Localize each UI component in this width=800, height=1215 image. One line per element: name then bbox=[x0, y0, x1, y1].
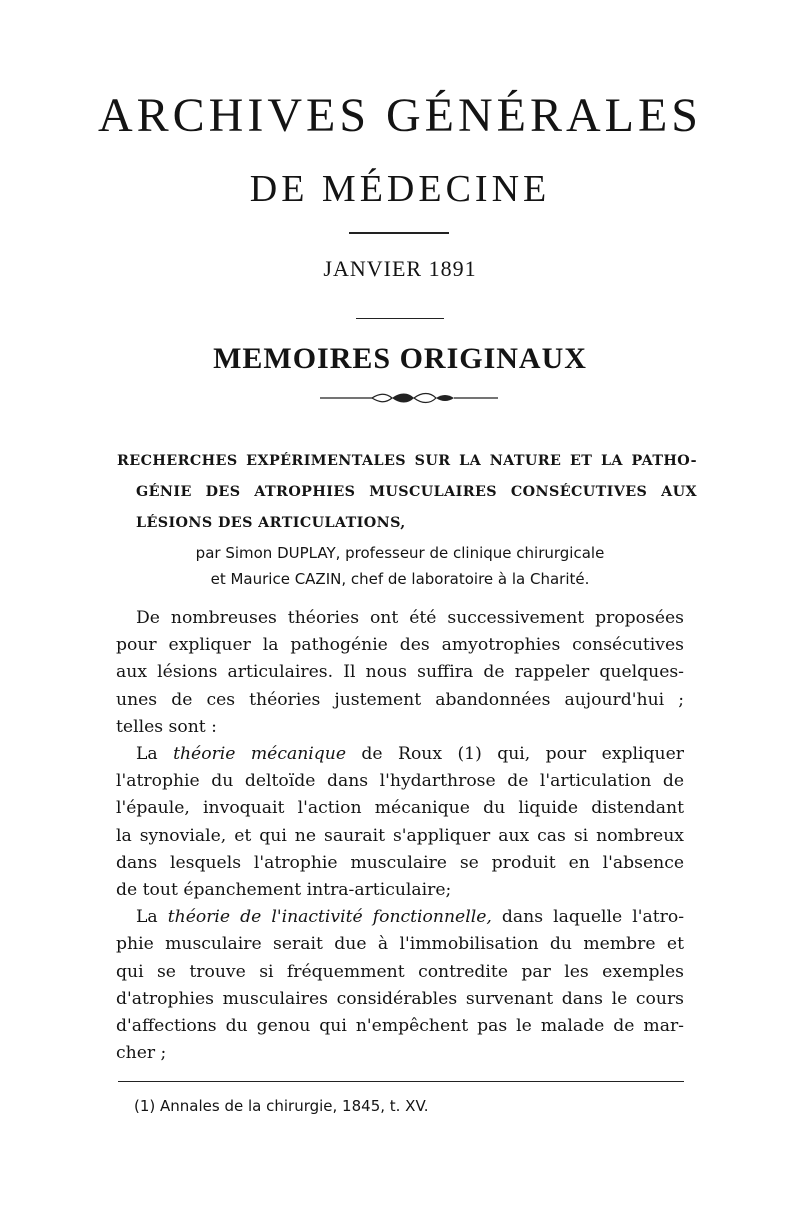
paragraph-3-line: d'affections du genou qui n'empêchent pas le malade de mar- bbox=[116, 1016, 684, 1037]
journal-title: ARCHIVES GÉNÉRALES bbox=[97, 89, 702, 142]
paragraph-3-first-line bbox=[116, 904, 684, 931]
article-title-line: GÉNIE DES ATROPHIES MUSCULAIRES CONSÉCUTIVES AUX bbox=[136, 484, 697, 500]
paragraph-2-line: dans lesquels l'atrophie musculaire se produit en l'absence bbox=[116, 852, 684, 873]
journal-subtitle: DE MÉDECINE bbox=[249, 168, 551, 210]
header-rule bbox=[349, 232, 449, 234]
footnote-rule bbox=[118, 1081, 684, 1082]
article-title-line: RECHERCHES EXPÉRIMENTALES SUR LA NATURE ET LA PATHO- bbox=[117, 453, 697, 469]
paragraph-2-rest: de Roux (1) qui, pour expliquer bbox=[361, 744, 684, 765]
article-body bbox=[116, 605, 684, 1067]
paragraph-3-lead: La bbox=[136, 907, 158, 928]
byline-line: et Maurice CAZIN, chef de laboratoire à la Charité. bbox=[210, 570, 590, 588]
byline bbox=[0, 540, 800, 592]
paragraph-3-line: d'atrophies musculaires considérables survenant dans le cours bbox=[116, 988, 684, 1009]
paragraph-3-line: phie musculaire serait due à l'immobilisation du membre et bbox=[116, 934, 684, 955]
term-theorie-inactivite: théorie de l'inactivité fonctionnelle, bbox=[167, 907, 492, 928]
paragraph-2-lead: La bbox=[136, 744, 158, 765]
paragraph-3-line: cher ; bbox=[116, 1043, 167, 1064]
issue-date: JANVIER 1891 bbox=[323, 256, 477, 281]
paragraph-2-line: l'atrophie du deltoïde dans l'hydarthrose de l'articulation de bbox=[116, 771, 684, 792]
section-title: MEMOIRES ORIGINAUX bbox=[213, 342, 587, 375]
paragraph-1-line: pour expliquer la pathogénie des amyotrophies consécutives bbox=[116, 635, 684, 656]
byline-line: par Simon DUPLAY, professeur de clinique chirurgicale bbox=[195, 544, 605, 562]
footnote: (1) Annales de la chirurgie, 1845, t. XV. bbox=[134, 1097, 429, 1115]
article-title bbox=[117, 446, 697, 539]
term-theorie-mecanique: théorie mécanique bbox=[173, 744, 347, 765]
paragraph-1-line: unes de ces théories justement abandonnées aujourd'hui ; bbox=[116, 689, 684, 710]
paragraph-2-line: de tout épanchement intra-articulaire; bbox=[116, 880, 452, 901]
section-rule bbox=[356, 318, 444, 319]
paragraph-2-line: la synoviale, et qui ne saurait s'appliquer aux cas si nombreux bbox=[116, 825, 684, 846]
paragraph-2-first-line bbox=[116, 741, 684, 768]
article-title-line: LÉSIONS DES ARTICULATIONS, bbox=[136, 515, 406, 531]
paragraph-3-rest: dans laquelle l'atro- bbox=[501, 907, 685, 928]
paragraph-1-line: aux lésions articulaires. Il nous suffira de rappeler quelques- bbox=[116, 662, 684, 683]
paragraph-1-line: telles sont : bbox=[116, 716, 217, 737]
paragraph-1-line: De nombreuses théories ont été successivement proposées bbox=[136, 608, 684, 628]
ornament-divider bbox=[320, 390, 498, 406]
paragraph-3-line: qui se trouve si fréquemment contredite par les exemples bbox=[116, 961, 684, 982]
paragraph-2-line: l'épaule, invoquait l'action mécanique du liquide distendant bbox=[116, 798, 684, 819]
